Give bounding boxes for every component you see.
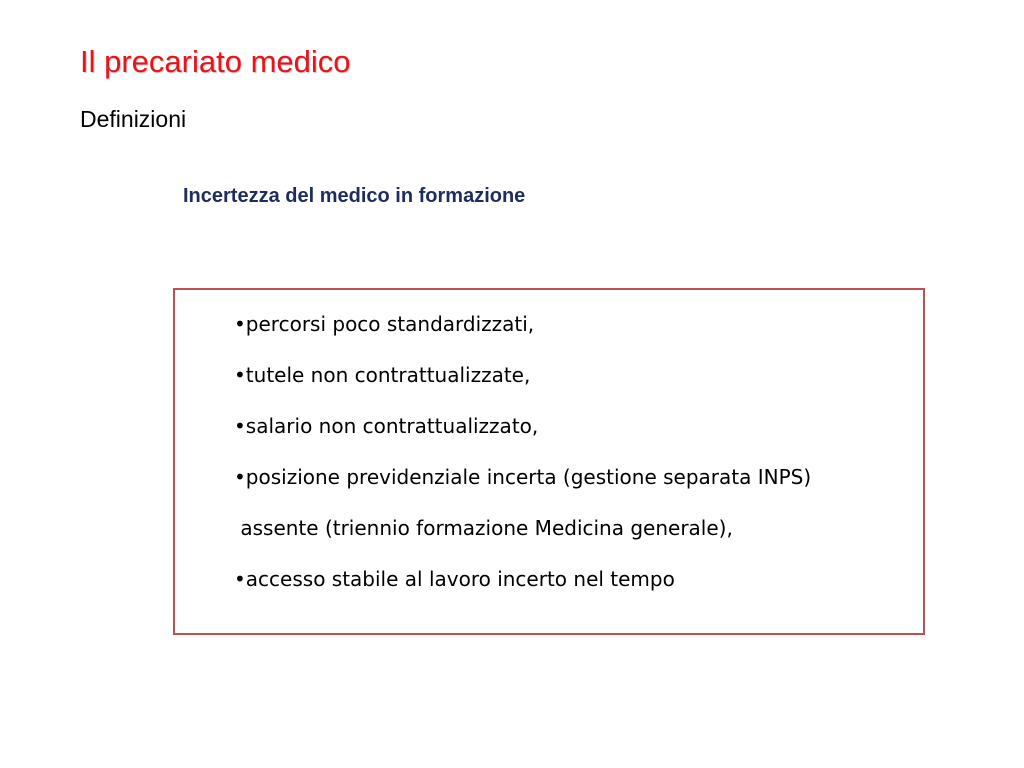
section-heading: Incertezza del medico in formazione [183, 185, 526, 207]
bullet-item: •accesso stabile al lavoro incerto nel tempo [234, 567, 675, 591]
bullet-item: •posizione previdenziale incerta (gestione separata INPS) [234, 465, 812, 489]
bullet-list [234, 309, 811, 615]
bullet-item: •tutele non contrattualizzate, [234, 363, 531, 387]
slide-title: Il precariato medico [80, 44, 351, 79]
bullet-item: •percorsi poco standardizzati, [234, 312, 535, 336]
bullet-item: •salario non contrattualizzato, [234, 414, 539, 438]
bullet-item-continuation: assente (triennio formazione Medicina generale), [234, 516, 733, 540]
slide-subtitle: Definizioni [80, 106, 187, 132]
